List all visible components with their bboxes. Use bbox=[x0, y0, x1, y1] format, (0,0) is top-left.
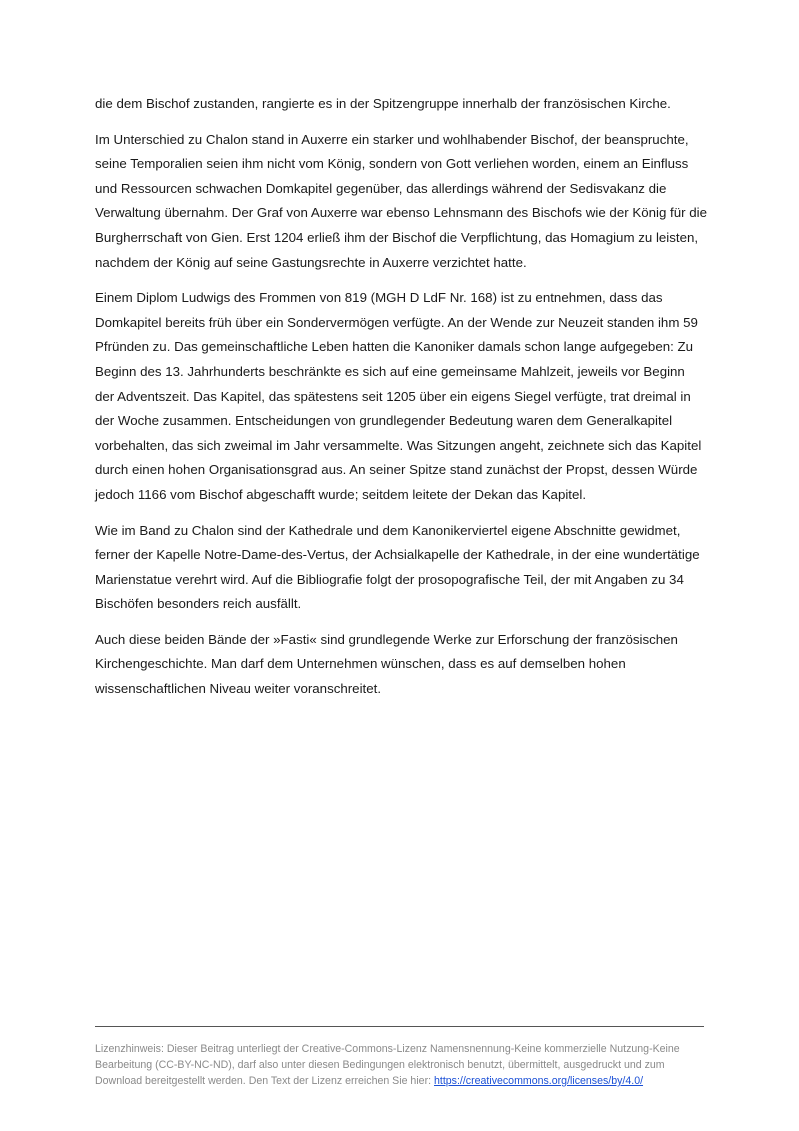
paragraph-1: die dem Bischof zustanden, rangierte es in der Spitzengruppe innerhalb der französischen Kirche. bbox=[95, 96, 671, 111]
footer-divider bbox=[95, 1026, 704, 1027]
document-body bbox=[95, 92, 707, 713]
license-footnote bbox=[95, 1041, 707, 1089]
license-link[interactable]: https://creativecommons.org/licenses/by/4.0/ bbox=[434, 1075, 644, 1087]
paragraph-4: Wie im Band zu Chalon sind der Kathedrale und dem Kanonikerviertel eigene Abschnitte gewidmet, ferner der Kapelle Notre-Dame-des-Vertus, der Achsialkapelle der Kathedrale, in der eine wundertätige Marienstatue verehrt wird. Auf die Bibliografie folgt der prosopografische Teil, der mit Angaben zu 34 Bischöfen besonders reich ausfällt. bbox=[95, 522, 700, 612]
paragraph-3: Einem Diplom Ludwigs des Frommen von 819 (MGH D LdF Nr. 168) ist zu entnehmen, dass das Domkapitel bereits früh über ein Sondervermögen verfügte. An der Wende zur Neuzeit standen ihm 59 Pfründen zu. Das gemeinschaftliche Leben hatten die Kanoniker damals schon lange aufgegeben: Zu Beginn des 13. Jahrhunderts beschränkte es sich auf eine gemeinsame Mahlzeit, jeweils vor Beginn der Adventszeit. Das Kapitel, das spätestens seit 1205 über ein eigens Siegel verfügte, trat dreimal in der Woche zusammen. Entscheidungen von grundlegender Bedeutung waren dem Generalkapitel vorbehalten, das sich zweimal im Jahr versammelte. Was Sitzungen angeht, zeichnete sich das Kapitel durch einen hohen Organisationsgrad aus. An seiner Spitze stand zunächst der Propst, dessen Würde jedoch 1166 vom Bischof abgeschafft wurde; seitdem leitete der Dekan das Kapitel. bbox=[95, 290, 702, 502]
paragraph-5: Auch diese beiden Bände der »Fasti« sind grundlegende Werke zur Erforschung der französischen Kirchengeschichte. Man darf dem Unternehmen wünschen, dass es auf demselben hohen wissenschaftlichen Niveau weiter voranschreitet. bbox=[95, 631, 678, 697]
paragraph-2: Im Unterschied zu Chalon stand in Auxerre ein starker und wohlhabender Bischof, der beanspruchte, seine Temporalien seien ihm nicht vom König, sondern von Gott verliehen worden, einem an Einfluss und Ressourcen schwachen Domkapitel gegenüber, das allerdings während der Sedisvakanz die Verwaltung übernahm. Der Graf von Auxerre war ebenso Lehnsmann des Bischofs wie der König für die Burgherrschaft von Gien. Erst 1204 erließ ihm der Bischof die Verpflichtung, das Homagium zu leisten, nachdem der König auf seine Gastungsrechte in Auxerre verzichtet hatte. bbox=[95, 131, 707, 270]
license-text: Lizenzhinweis: Dieser Beitrag unterliegt der Creative-Commons-Lizenz Namensnennung-Keine kommerzielle Nutzung-Keine Bearbeitung (CC-BY-NC-ND), darf also unter diesen Bedingungen elektronisch benutzt, übermittelt, ausgedruckt und zum Download bereitgestellt werden. Den Text der Lizenz erreichen Sie hier: bbox=[95, 1043, 680, 1087]
